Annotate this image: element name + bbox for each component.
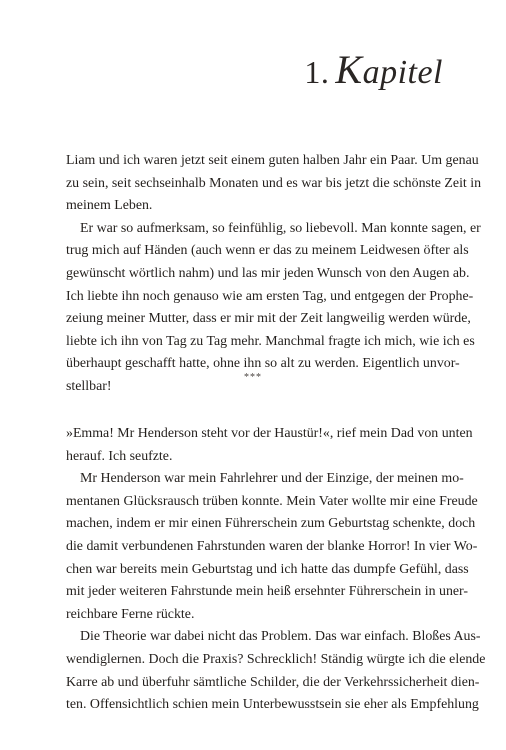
text-line: Liam und ich waren jetzt seit einem guten halben Jahr ein Paar. Um genau bbox=[66, 153, 479, 168]
text-line: wendiglernen. Doch die Praxis? Schrecklich! Ständig würgte ich die elende bbox=[66, 651, 486, 667]
text-line: trug mich auf Händen (auch wenn er das zu meinem Leidwesen öfter als bbox=[66, 243, 469, 259]
text-line: ten. Offensichtlich schien mein Unterbewusstsein sie eher als Empfehlung bbox=[66, 697, 479, 713]
chapter-title-initial: K bbox=[335, 47, 363, 92]
text-line: Karre ab und überfuhr sämtliche Schilder, die der Verkehrssicherheit dien- bbox=[66, 674, 480, 690]
text-line: meinem Leben. bbox=[66, 198, 153, 214]
chapter-heading bbox=[304, 46, 443, 93]
text-line: überhaupt geschafft hatte, ohne ihn so alt zu werden. Eigentlich unvor- bbox=[66, 356, 460, 372]
text-section-2 bbox=[66, 423, 486, 717]
text-line: Ich liebte ihn noch genauso wie am ersten Tag, und entgegen der Prophe- bbox=[66, 288, 474, 304]
text-line: zeiung meiner Mutter, dass er mir mit der Zeit langweilig werden würde, bbox=[66, 311, 471, 327]
text-line: mit jeder weiteren Fahrstunde mein heiß ersehnter Führerschein in uner- bbox=[66, 584, 469, 600]
text-line: reichbare Ferne rückte. bbox=[66, 606, 195, 622]
text-line: liebte ich ihn von Tag zu Tag mehr. Manchmal fragte ich mich, wie ich es bbox=[66, 333, 475, 349]
text-line: chen war bereits mein Geburtstag und ich hatte das dumpfe Gefühl, dass bbox=[66, 561, 469, 577]
text-line: gewünscht wörtlich nahm) und las mir jeden Wunsch von den Augen ab. bbox=[66, 265, 470, 281]
text-line: die damit verbundenen Fahrstunden waren der blanke Horror! In vier Wo- bbox=[66, 538, 478, 554]
text-line: herauf. Ich seufzte. bbox=[66, 448, 173, 464]
text-line: Mr Henderson war mein Fahrlehrer und der Einzige, der meinen mo- bbox=[80, 471, 464, 487]
text-line: stellbar! bbox=[66, 378, 112, 394]
text-line: Die Theorie war dabei nicht das Problem. Das war einfach. Bloßes Aus- bbox=[80, 629, 481, 645]
text-line: machen, indem er mir einen Führerschein zum Geburtstag schenkte, doch bbox=[66, 516, 476, 532]
chapter-title-rest: apitel bbox=[362, 54, 443, 91]
text-line: Er war so aufmerksam, so feinfühlig, so liebevoll. Man konnte sagen, er bbox=[80, 220, 481, 236]
text-line: zu sein, seit sechseinhalb Monaten und es war bis jetzt die schönste Zeit in bbox=[66, 175, 482, 191]
text-section-1 bbox=[66, 150, 482, 399]
paragraph bbox=[66, 423, 473, 468]
chapter-number: 1. bbox=[304, 54, 330, 90]
paragraph bbox=[66, 150, 482, 218]
paragraph bbox=[66, 468, 478, 626]
paragraph bbox=[66, 626, 486, 716]
text-line: mentanen Glücksrausch trüben konnte. Mein Vater wollte mir eine Freude bbox=[66, 493, 478, 509]
text-line: »Emma! Mr Henderson steht vor der Haustür!«, rief mein Dad von unten bbox=[66, 426, 473, 441]
scene-separator: *** bbox=[244, 372, 262, 383]
